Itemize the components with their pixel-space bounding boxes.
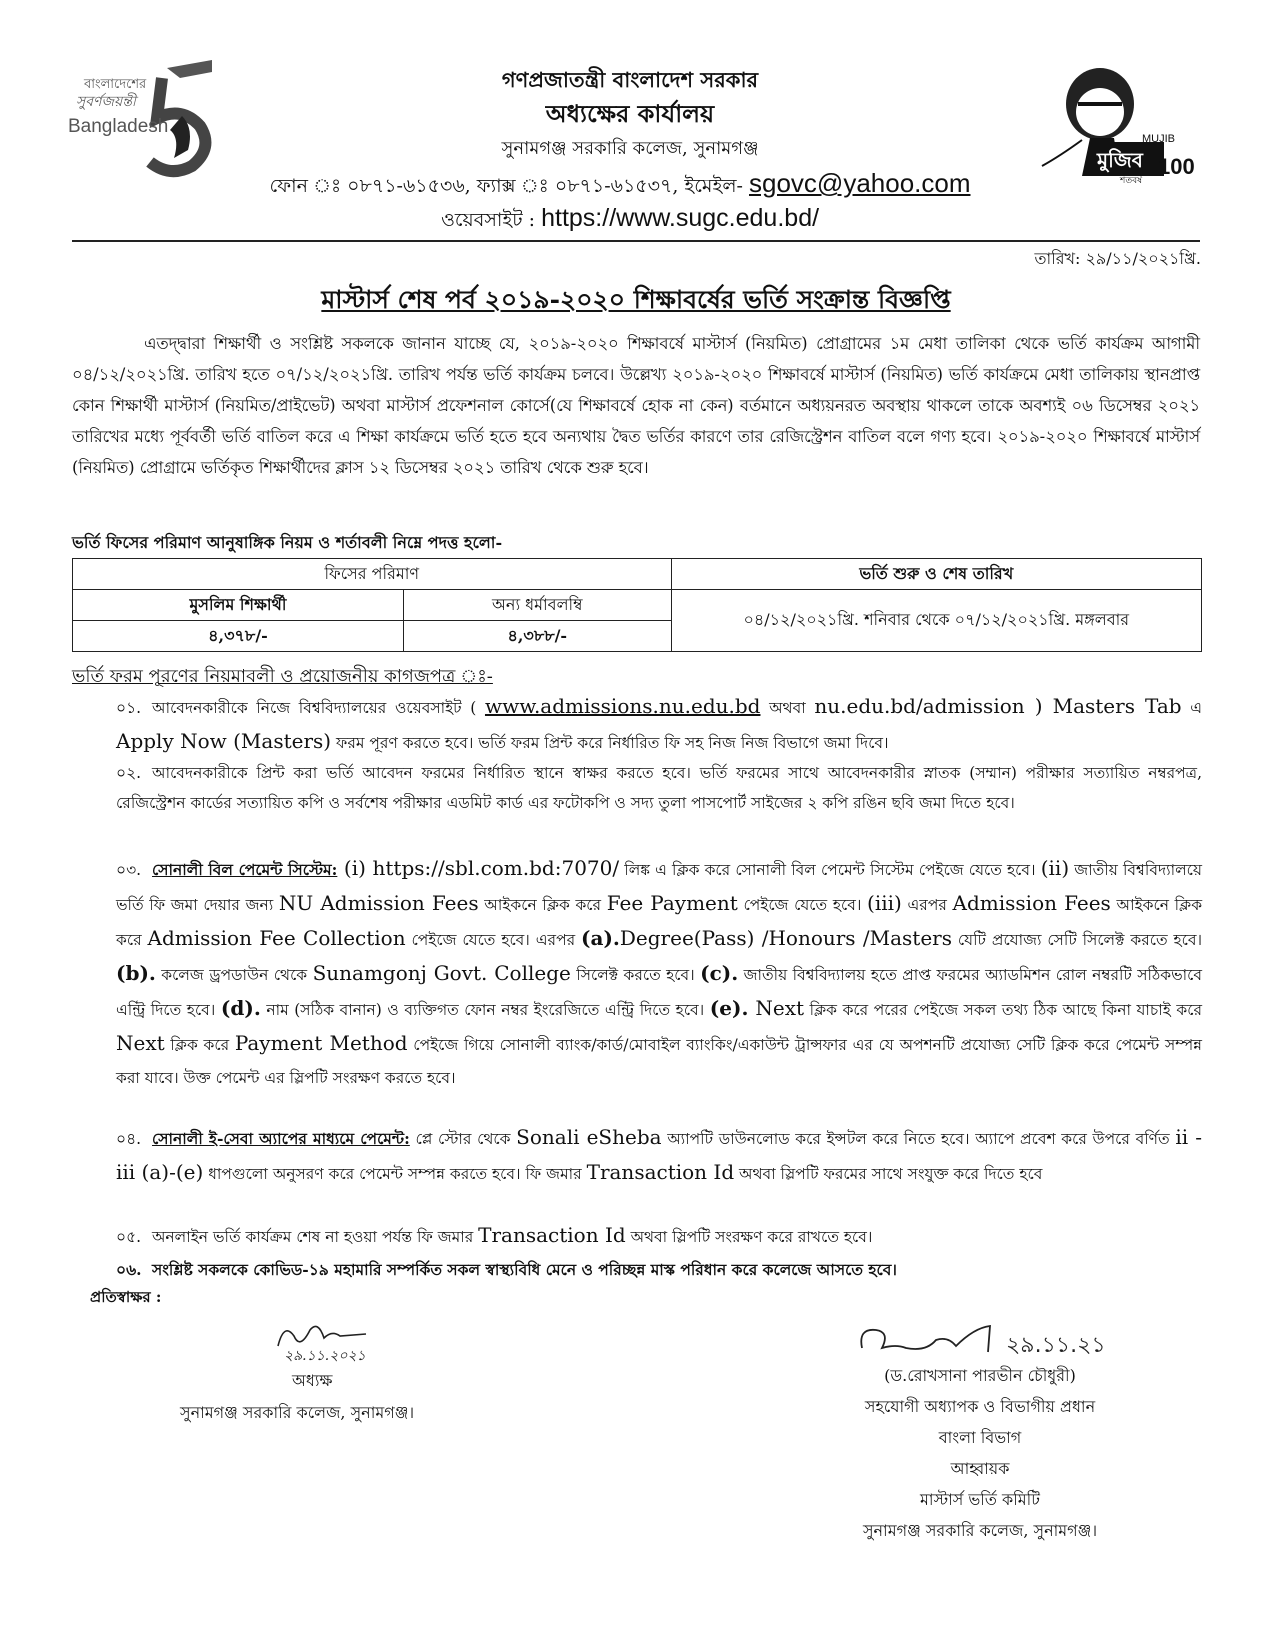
svg-text:সুবর্ণজয়ন্তী: সুবর্ণজয়ন্তী [76,94,136,110]
svg-text:শতবর্ষ: শতবর্ষ [1120,176,1143,186]
notice-paragraph: এতদ্দ্বারা শিক্ষার্থী ও সংশ্লিষ্ট সকলকে জানান যাচ্ছে যে, ২০১৯-২০২০ শিক্ষাবর্ষে মাস্টার্স (নিয়মিত) প্রোগ্রামের ১ম মেধা তালিকা থেকে ভর্তি কার্যক্রম আগামী ০৪/১২/২০২১খ্রি. তারিখ হতে ০৭/১২/২০২১খ্রি. তারিখ পর্যন্ত ভর্তি কার্যক্রম চলবে। উল্লেখ্য ২০১৯-২০২০ শিক্ষাবর্ষে মাস্টার্স (নিয়মিত) ভর্তি কার্যক্রমে মেধা তালিকায় স্থানপ্রাপ্ত কোন শিক্ষার্থী মাস্টার্স (নিয়মিত/প্রাইভেট) অথবা মাস্টার্স প্রফেশনাল কোর্সে(যে শিক্ষাবর্ষে হোক না কেন) বর্তমানে অধ্যয়নরত অবস্থায় থাকলে তাকে অবশ্যই ০৬ ডিসেম্বর ২০২১ তারিখের মধ্যে পূর্ববর্তী ভর্তি বাতিল করে এ শিক্ষা কার্যক্রমে ভর্তি হতে হবে অন্যথায় দ্বৈত ভর্তির কারণে তার রেজিস্ট্রেশন বাতিল বলে গণ্য হবে। ২০১৯-২০২০ শিক্ষাবর্ষে মাস্টার্স (নিয়মিত) প্রোগ্রামে ভর্তিকৃত শিক্ষার্থীদের ক্লাস ১২ ডিসেম্বর ২০২১ তারিখ থেকে শুরু হবে। [72,334,1200,477]
step-label: (iii) [867,891,902,915]
rule-text: আবেদনকারীকে প্রিন্ট করা ভর্তি আবেদন ফরমের নির্ধারিত স্থানে স্বাক্ষর করতে হবে। ভর্তি ফরমের সাথে আবেদনকারীর স্নাতক (সম্মান) পরীক্ষার সত্যায়িত নম্বরপত্র, রেজিস্ট্রেশন কার্ডের সত্যায়িত কপি ও সর্বশেষ পরীক্ষার এডমিট কার্ড এর ফটোকপি ও সদ্য তুলা পাসপোর্ট সাইজের ২ কপি রঙিন ছবি জমা দিতে হবে। [116,764,1202,812]
mujib-centenary-logo [1030,56,1195,186]
rule-text: আইকনে ক্লিক করে [478,896,607,914]
principal-title: অধ্যক্ষ [292,1371,333,1390]
rule-en-text: Degree(Pass) /Honours /Masters [619,926,952,950]
fee-amount-header: ফিসের পরিমাণ [73,559,672,590]
convener-designation: সহযোগী অধ্যাপক ও বিভাগীয় প্রধান [864,1397,1096,1416]
rule-text: ধাপগুলো অনুসরণ করে পেমেন্ট সম্পন্ন করতে হবে। ফি জমার [203,1165,587,1183]
svg-text:MUJIB: MUJIB [1142,133,1175,145]
muslim-fee: ৪,৩৭৮/- [73,621,404,652]
rule-number: ০২. [116,764,142,782]
rule-text: ক্লিক করে [164,1036,235,1054]
golden-jubilee-logo [62,58,222,178]
rule-item-3 [116,852,1202,1095]
rule-text: সিলেক্ট করতে হবে। [570,966,701,984]
rule-number: ০৩. [116,861,142,879]
rule-item-1 [116,690,1202,760]
rule-en-text: Admission Fee Collection [147,926,406,950]
rule-en-text: Next [116,1031,165,1055]
rule-text: আবেদনকারীকে নিজে বিশ্ববিদ্যালয়ের ওয়েবসাইট ( [152,699,485,717]
contact-line [170,168,1070,204]
rule-en-text: ii - iii (a)-(e) [116,1125,1202,1184]
rule-text: অ্যাপটি ডাউনলোড করে ইন্সটল করে নিতে হবে। অ্যাপে প্রবেশ করে উপরে বর্ণিত [661,1130,1176,1148]
rule-text: অথবা [760,699,815,717]
rule-en-text: Payment Method [234,1031,408,1055]
nu-admission-link[interactable]: nu.edu.bd/admission ) Masters Tab [814,694,1182,718]
rule-text: নাম (সঠিক বানান) ও ব্যক্তিগত ফোন নম্বর ইংরেজিতে এন্ট্রি দিতে হবে। [260,1001,710,1019]
notice-title [72,280,1200,323]
rules-heading: ভর্তি ফরম পূরণের নিয়মাবলী ও প্রয়োজনীয় কাগজপত্র ঃ- [72,666,493,687]
website-link[interactable]: https://www.sugc.edu.bd/ [541,204,820,232]
other-fee: ৪,৩৮৮/- [404,621,672,652]
convener-department: বাংলা বিভাগ [938,1428,1022,1447]
rule-en-text: Sunamgonj Govt. College [312,961,571,985]
rule-number: ০৫. [116,1228,142,1246]
admission-dates-header: ভর্তি শুরু ও শেষ তারিখ [671,559,1201,590]
rule-text: লিঙ্ক এ ক্লিক করে সোনালী বিল পেমেন্ট সিস্টেম পেইজে যেতে হবে। [619,861,1041,879]
rule-text: পেইজে যেতে হবে। এরপর [405,931,582,949]
rule-en-text: Fee Payment [606,891,738,915]
rule-text: অনলাইন ভর্তি কার্যক্রম শেষ না হওয়া পর্যন্ত ফি জমার [152,1228,479,1246]
rule-en-text: Next [748,996,805,1020]
rule-text: ক্লিক করে পরের পেইজে সকল তথ্য ঠিক আছে কিনা যাচাই করে [804,1001,1202,1019]
government-name: গণপ্রজাতন্ত্রী বাংলাদেশ সরকার [501,67,759,92]
rule-text: অথবা স্লিপটি সংরক্ষণ করে রাখতে হবে। [625,1228,873,1246]
office-title: অধ্যক্ষের কার্যালয় [545,99,715,128]
countersign-label: প্রতিস্বাক্ষর : [90,1288,162,1306]
website-line [300,204,960,238]
rule-en-text: NU Admission Fees [278,891,479,915]
sonali-bill-label: সোনালী বিল পেমেন্ট সিস্টেম: [152,860,338,879]
rule-text: প্লে স্টোর থেকে [409,1130,517,1148]
svg-text:বাংলাদেশের: বাংলাদেশের [84,77,147,92]
step-label: (b). [116,961,156,985]
other-religion-label: অন্য ধর্মাবলম্বি [404,590,672,621]
convener-name: (ড.রোখসানা পারভীন চৌধুরী) [884,1366,1076,1385]
rule-en-text: Sonali eSheba [516,1125,662,1149]
step-label: (c). [700,961,739,985]
rule-item-2 [116,758,1202,818]
step-label: (a). [581,926,620,950]
muslim-label: মুসলিম শিক্ষার্থী [73,590,404,621]
header-divider [72,240,1200,242]
notice-title-text: মাস্টার্স শেষ পর্ব ২০১৯-২০২০ শিক্ষাবর্ষের ভর্তি সংক্রান্ত বিজ্ঞপ্তি [321,285,951,314]
fee-table [72,558,1202,652]
rule-text: যেটি প্রযোজ্য সেটি সিলেক্ট করতে হবে। [952,931,1203,949]
sbl-link[interactable]: (i) https://sbl.com.bd:7070/ [337,856,620,880]
apply-now-text: Apply Now (Masters) [116,729,332,753]
college-name: সুনামগঞ্জ সরকারি কলেজ, সুনামগঞ্জ [501,138,759,159]
svg-text:২৯.১১.২১: ২৯.১১.২১ [1006,1333,1106,1358]
principal-signature [270,1316,380,1370]
rule-item-5 [116,1219,1202,1254]
rule-number: ০১. [116,699,142,717]
fee-intro: ভর্তি ফিসের পরিমাণ আনুষাঙ্গিক নিয়ম ও শর্তাবলী নিম্নে পদত্ত হলো- [72,533,503,552]
rule-text: জাতীয় বিশ্ববিদ্যালয়ে ভর্তি ফি জমা দেয়ার জন্য [116,861,1202,914]
rule-en-text: Transaction Id [586,1160,735,1184]
convener-org: সুনামগঞ্জ সরকারি কলেজ, সুনামগঞ্জ। [862,1521,1098,1540]
svg-text:২৯.১১.২০২১: ২৯.১১.২০২১ [284,1348,366,1364]
rule-text: পেইজে গিয়ে সোনালী ব্যাংক/কার্ড/মোবাইল ব্যাংকিং/একাউন্ট ট্রান্সফার এর যে অপশনটি প্রযোজ্য সেটি ক্লিক করে পেমেন্ট সম্পন্ন করা যাবে। উক্ত পেমেন্ট এর স্লিপটি সংরক্ষণ করতে হবে। [116,1036,1203,1087]
principal-org: সুনামগঞ্জ সরকারি কলেজ, সুনামগঞ্জ। [180,1403,415,1422]
rule-text: এ [1181,699,1203,717]
rule-number: ০৪. [116,1130,142,1148]
admission-dates: ০৪/১২/২০২১খ্রি. শনিবার থেকে ০৭/১২/২০২১খ্রি. মঙ্গলবার [671,590,1201,652]
convener-committee: মাস্টার্স ভর্তি কমিটি [920,1490,1040,1509]
step-label: (ii) [1040,856,1070,880]
rule-text: সংশ্লিষ্ট সকলকে কোভিড-১৯ মহামারি সম্পর্কিত সকল স্বাস্থ্যবিধি মেনে ও পরিচ্ছন্ন মাস্ক পরিধান করে কলেজে আসতে হবে। [152,1260,897,1279]
email-link[interactable]: sgovc@yahoo.com [749,168,971,198]
rule-text: অথবা স্লিপটি ফরমের সাথে সংযুক্ত করে দিতে হবে [734,1165,1043,1183]
rule-item-6 [116,1253,1202,1286]
step-label: (e). [709,996,749,1020]
svg-text:Bangladesh: Bangladesh [68,116,169,137]
website-label: ওয়েবসাইট : [440,209,542,231]
rule-en-text: Admission Fees [952,891,1111,915]
svg-text:মুজিব: মুজিব [1097,148,1143,172]
convener-role: আহ্বায়ক [950,1459,1010,1478]
rule-text: পেইজে যেতে হবে। [737,896,868,914]
admissions-site-link[interactable]: www.admissions.nu.edu.bd [484,694,761,718]
rule-text: ফরম পূরণ করতে হবে। ভর্তি ফরম প্রিন্ট করে নির্ধারিত ফি সহ নিজ নিজ বিভাগে জমা দিবে। [331,734,889,752]
convener-block [820,1360,1140,1546]
sonali-esheba-label: সোনালী ই-সেবা অ্যাপের মাধ্যমে পেমেন্ট: [152,1129,410,1148]
step-label: (d). [220,996,261,1020]
rule-text: জাতীয় বিশ্ববিদ্যালয় হতে প্রাপ্ত ফরমের অ্যাডমিশন রোল নম্বরটি সঠিকভাবে এন্ট্রি দিতে হবে। [116,966,1202,1019]
rule-item-4 [116,1121,1202,1191]
rule-number: ০৬. [116,1260,142,1279]
rule-text: কলেজ ড্রপডাউন থেকে [155,966,313,984]
rule-text: আইকনে ক্লিক করে [116,896,1203,949]
rule-text: এরপর [901,896,953,914]
notice-date: তারিখ: ২৯/১১/২০২১খ্রি. [1034,249,1201,268]
svg-text:100: 100 [1158,154,1195,179]
rule-en-text: Transaction Id [478,1223,626,1247]
phone-fax: ফোন ঃ ০৮৭১-৬১৫৩৬, ফ্যাক্স ঃ ০৮৭১-৬১৫৩৭, ইমেইল- [269,175,749,197]
